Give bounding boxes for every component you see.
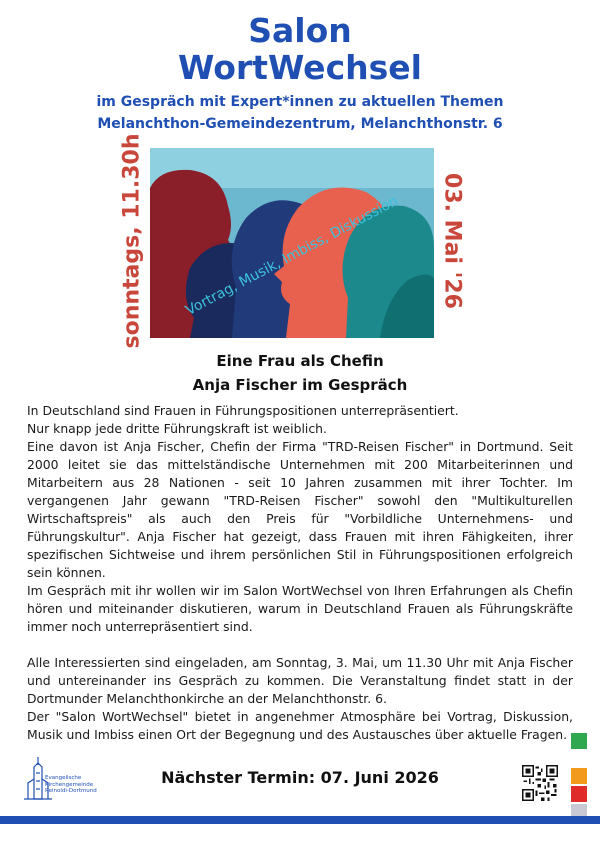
article-subheading: Anja Fischer im Gespräch: [192, 376, 408, 394]
color-swatch-red: [571, 786, 587, 802]
event-program-text: Vortrag, Musik, Imbiss, Diskussion: [183, 193, 401, 319]
paragraph-spacer: [27, 636, 573, 654]
event-time-text: sonntags, 11.30h: [119, 132, 145, 349]
footer-bar: [0, 816, 600, 824]
poster-subtitle: im Gespräch mit Expert*innen zu aktuellen Themen: [96, 94, 504, 110]
poster-title-line1: Salon: [248, 11, 352, 50]
qr-code-icon[interactable]: [522, 765, 558, 801]
color-swatch-orange: [571, 768, 587, 784]
article-heading: Eine Frau als Chefin: [216, 352, 384, 370]
event-date-vertical: [434, 143, 470, 338]
event-date-text: 03. Mai '26: [439, 172, 465, 309]
event-program-overlay: [150, 148, 434, 338]
article-paragraph: Eine davon ist Anja Fischer, Chefin der Firma "TRD-Reisen Fischer" in Dortmund. Seit 2000 leitet sie das mittelständische Unternehmen mit 200 Mitarbeiterinnen und Mitarbeitern aus 28 Nationen - seit 10 Jahren zusammen mit ihrer Tochter. Im vergangenen Jahr gewann "TRD-Reisen Fischer" sowohl den "Multikulturellen Wirtschaftspreis" als auch den Preis für "Vorbildliche Unternehmens- und Führungskultur". Anja Fischer hat gezeigt, dass Frauen mit ihren Fähigkeiten, ihrer spezifischen Sichtweise und ihrem persönlichen Stil in Führungspositionen erfolgreich sein können.: [27, 439, 573, 580]
article-body: [27, 402, 573, 744]
article-paragraph: In Deutschland sind Frauen in Führungspositionen unterrepräsentiert.: [27, 403, 459, 418]
color-swatch-green: [571, 733, 587, 749]
poster-title-line2: WortWechsel: [178, 48, 422, 87]
next-date-text: Nächster Termin: 07. Juni 2026: [161, 768, 439, 787]
article-paragraph: Im Gespräch mit ihr wollen wir im Salon WortWechsel von Ihren Erfahrungen als Chefin hören und miteinander diskutieren, warum in Deutschland Frauen als Führungskräfte immer noch unterrepräsentiert sind.: [27, 583, 573, 634]
article-paragraph: Der "Salon WortWechsel" bietet in angenehmer Atmosphäre bei Vortrag, Diskussion, Musik und Imbiss einen Ort der Begegnung und des Austausches über aktuelle Fragen.: [27, 709, 573, 742]
poster-location: Melanchthon-Gemeindezentrum, Melanchthonstr. 6: [97, 116, 503, 132]
article-paragraph: Alle Interessierten sind eingeladen, am Sonntag, 3. Mai, um 11.30 Uhr mit Anja Fischer und untereinander ins Gespräch zu kommen. Die Veranstaltung findet statt in der Dortmunder Melanchthonkirche an der Melanchthonstr. 6.: [27, 655, 573, 706]
logo-line: Evangelische: [45, 775, 82, 781]
color-swatch-white: [571, 751, 587, 766]
event-time-vertical: [114, 132, 150, 349]
logo-line: Kirchengemeinde: [45, 781, 94, 788]
article-paragraph: Nur knapp jede dritte Führungskraft ist weiblich.: [27, 421, 327, 436]
logo-line: Reinoldi-Dortmund: [45, 788, 97, 794]
